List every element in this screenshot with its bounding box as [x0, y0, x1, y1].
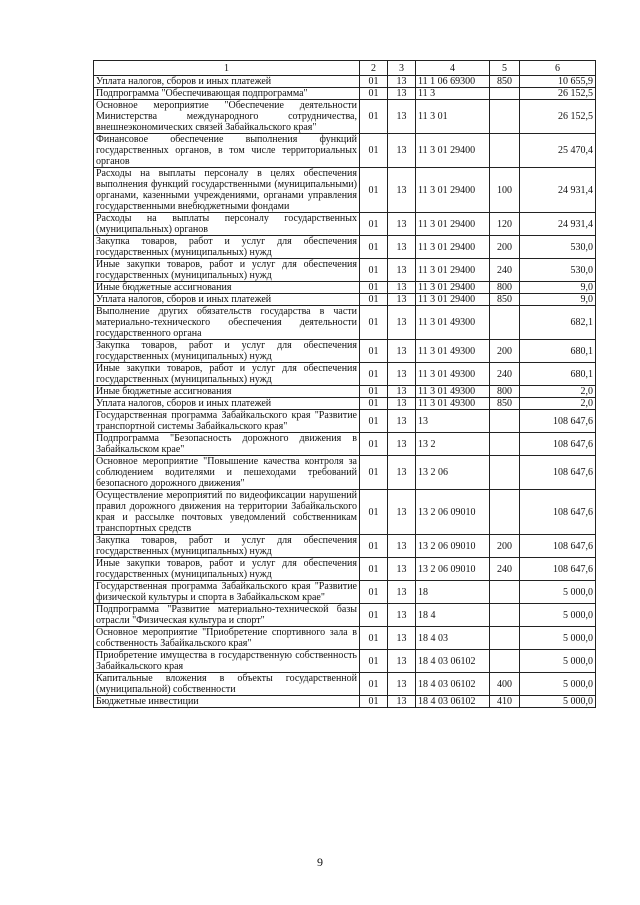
table-row: [94, 650, 596, 673]
row-name-cell: Приобретение имущества в государственную собственность Забайкальского края: [94, 650, 360, 673]
table-row: [94, 696, 596, 708]
section-code-cell: 01: [360, 490, 388, 535]
subsection-code-cell: 13: [388, 490, 416, 535]
section-code-cell: 01: [360, 650, 388, 673]
amount-cell: 2,0: [520, 398, 596, 410]
row-name-cell: Капитальные вложения в объекты государственной (муниципальной) собственности: [94, 673, 360, 696]
row-name-cell: Иные закупки товаров, работ и услуг для обеспечения государственных (муниципальных) нужд: [94, 558, 360, 581]
row-name-cell: Осуществление мероприятий по видеофиксации нарушений правил дорожного движения на территории Забайкальского края и рассылке почтовых уведомлений собственникам транспортных средств: [94, 490, 360, 535]
section-code-cell: 01: [360, 236, 388, 259]
amount-cell: 680,1: [520, 340, 596, 363]
subsection-code-cell: 13: [388, 398, 416, 410]
amount-cell: 108 647,6: [520, 410, 596, 433]
expense-type-cell: 400: [490, 673, 520, 696]
row-name-cell: Закупка товаров, работ и услуг для обеспечения государственных (муниципальных) нужд: [94, 340, 360, 363]
table-row: [94, 398, 596, 410]
table-row: [94, 604, 596, 627]
expense-type-cell: 200: [490, 535, 520, 558]
table-row: [94, 100, 596, 134]
section-code-cell: 01: [360, 673, 388, 696]
amount-cell: 26 152,5: [520, 88, 596, 100]
target-item-code-cell: 13 2 06: [416, 456, 490, 490]
section-code-cell: 01: [360, 386, 388, 398]
target-item-code-cell: 11 3 01 29400: [416, 294, 490, 306]
amount-cell: 24 931,4: [520, 213, 596, 236]
row-name-cell: Подпрограмма "Безопасность дорожного движения в Забайкальском крае": [94, 433, 360, 456]
target-item-code-cell: 11 1 06 69300: [416, 76, 490, 88]
section-code-cell: 01: [360, 456, 388, 490]
amount-cell: 108 647,6: [520, 558, 596, 581]
table-row: [94, 213, 596, 236]
expense-type-cell: 240: [490, 259, 520, 282]
target-item-code-cell: 11 3 01 29400: [416, 168, 490, 213]
subsection-code-cell: 13: [388, 259, 416, 282]
row-name-cell: Иные бюджетные ассигнования: [94, 282, 360, 294]
section-code-cell: 01: [360, 213, 388, 236]
expense-type-cell: [490, 490, 520, 535]
expense-type-cell: 200: [490, 340, 520, 363]
section-code-cell: 01: [360, 259, 388, 282]
subsection-code-cell: 13: [388, 558, 416, 581]
row-name-cell: Иные закупки товаров, работ и услуг для обеспечения государственных (муниципальных) нужд: [94, 259, 360, 282]
target-item-code-cell: 11 3 01 49300: [416, 398, 490, 410]
row-name-cell: Уплата налогов, сборов и иных платежей: [94, 398, 360, 410]
subsection-code-cell: 13: [388, 88, 416, 100]
expense-type-cell: [490, 306, 520, 340]
expense-type-cell: 850: [490, 294, 520, 306]
amount-cell: 25 470,4: [520, 134, 596, 168]
target-item-code-cell: 11 3 01: [416, 100, 490, 134]
section-code-cell: 01: [360, 696, 388, 708]
amount-cell: 10 655,9: [520, 76, 596, 88]
expense-type-cell: [490, 134, 520, 168]
target-item-code-cell: 13: [416, 410, 490, 433]
section-code-cell: 01: [360, 535, 388, 558]
amount-cell: 5 000,0: [520, 673, 596, 696]
subsection-code-cell: 13: [388, 581, 416, 604]
table-row: [94, 627, 596, 650]
target-item-code-cell: 11 3 01 29400: [416, 236, 490, 259]
table-body: [94, 76, 596, 708]
table-row: [94, 134, 596, 168]
subsection-code-cell: 13: [388, 604, 416, 627]
row-name-cell: Основное мероприятие "Приобретение спортивного зала в собственность Забайкальского края": [94, 627, 360, 650]
section-code-cell: 01: [360, 410, 388, 433]
row-name-cell: Основное мероприятие "Повышение качества контроля за соблюдением водителями и пешеходами требований безопасного дорожного движения": [94, 456, 360, 490]
table-row: [94, 306, 596, 340]
expense-type-cell: [490, 88, 520, 100]
table-row: [94, 236, 596, 259]
subsection-code-cell: 13: [388, 363, 416, 386]
subsection-code-cell: 13: [388, 100, 416, 134]
section-code-cell: 01: [360, 134, 388, 168]
subsection-code-cell: 13: [388, 236, 416, 259]
table-row: [94, 581, 596, 604]
expense-type-cell: 800: [490, 282, 520, 294]
subsection-code-cell: 13: [388, 340, 416, 363]
target-item-code-cell: 13 2 06 09010: [416, 490, 490, 535]
expense-type-cell: [490, 100, 520, 134]
subsection-code-cell: 13: [388, 410, 416, 433]
table-row: [94, 535, 596, 558]
expense-type-cell: 850: [490, 76, 520, 88]
amount-cell: 108 647,6: [520, 490, 596, 535]
target-item-code-cell: 18 4 03 06102: [416, 696, 490, 708]
subsection-code-cell: 13: [388, 535, 416, 558]
subsection-code-cell: 13: [388, 650, 416, 673]
expense-type-cell: [490, 627, 520, 650]
target-item-code-cell: 13 2: [416, 433, 490, 456]
target-item-code-cell: 11 3 01 29400: [416, 282, 490, 294]
section-code-cell: 01: [360, 100, 388, 134]
column-header: 3: [388, 61, 416, 76]
expense-type-cell: [490, 456, 520, 490]
amount-cell: 530,0: [520, 259, 596, 282]
amount-cell: 5 000,0: [520, 581, 596, 604]
amount-cell: 2,0: [520, 386, 596, 398]
amount-cell: 9,0: [520, 294, 596, 306]
amount-cell: 530,0: [520, 236, 596, 259]
target-item-code-cell: 18: [416, 581, 490, 604]
column-header: 4: [416, 61, 490, 76]
column-header: 6: [520, 61, 596, 76]
table-row: [94, 386, 596, 398]
expense-type-cell: [490, 433, 520, 456]
target-item-code-cell: 11 3 01 29400: [416, 259, 490, 282]
subsection-code-cell: 13: [388, 696, 416, 708]
section-code-cell: 01: [360, 88, 388, 100]
expense-type-cell: 120: [490, 213, 520, 236]
budget-table: [93, 60, 596, 708]
table-header-row: [94, 61, 596, 76]
section-code-cell: 01: [360, 604, 388, 627]
table-row: [94, 410, 596, 433]
table-row: [94, 558, 596, 581]
row-name-cell: Иные закупки товаров, работ и услуг для обеспечения государственных (муниципальных) нужд: [94, 363, 360, 386]
section-code-cell: 01: [360, 282, 388, 294]
column-header: 5: [490, 61, 520, 76]
target-item-code-cell: 18 4 03 06102: [416, 673, 490, 696]
subsection-code-cell: 13: [388, 433, 416, 456]
subsection-code-cell: 13: [388, 673, 416, 696]
table-row: [94, 294, 596, 306]
row-name-cell: Финансовое обеспечение выполнения функций государственных органов, в том числе территориальных органов: [94, 134, 360, 168]
amount-cell: 5 000,0: [520, 627, 596, 650]
amount-cell: 108 647,6: [520, 535, 596, 558]
row-name-cell: Закупка товаров, работ и услуг для обеспечения государственных (муниципальных) нужд: [94, 535, 360, 558]
amount-cell: 108 647,6: [520, 433, 596, 456]
row-name-cell: Выполнение других обязательств государства в части материально-технического обеспечения деятельности государственного органа: [94, 306, 360, 340]
column-header: 1: [94, 61, 360, 76]
subsection-code-cell: 13: [388, 306, 416, 340]
expense-type-cell: [490, 581, 520, 604]
table-row: [94, 259, 596, 282]
table-row: [94, 340, 596, 363]
amount-cell: 680,1: [520, 363, 596, 386]
row-name-cell: Бюджетные инвестиции: [94, 696, 360, 708]
table-row: [94, 282, 596, 294]
page-number: 9: [317, 855, 323, 869]
section-code-cell: 01: [360, 306, 388, 340]
target-item-code-cell: 11 3 01 49300: [416, 386, 490, 398]
target-item-code-cell: 11 3 01 29400: [416, 213, 490, 236]
row-name-cell: Уплата налогов, сборов и иных платежей: [94, 294, 360, 306]
amount-cell: 9,0: [520, 282, 596, 294]
expense-type-cell: 410: [490, 696, 520, 708]
section-code-cell: 01: [360, 581, 388, 604]
amount-cell: 5 000,0: [520, 650, 596, 673]
target-item-code-cell: 11 3 01 49300: [416, 306, 490, 340]
target-item-code-cell: 13 2 06 09010: [416, 535, 490, 558]
target-item-code-cell: 13 2 06 09010: [416, 558, 490, 581]
table-row: [94, 673, 596, 696]
subsection-code-cell: 13: [388, 456, 416, 490]
table-row: [94, 456, 596, 490]
amount-cell: 5 000,0: [520, 604, 596, 627]
row-name-cell: Иные бюджетные ассигнования: [94, 386, 360, 398]
subsection-code-cell: 13: [388, 627, 416, 650]
subsection-code-cell: 13: [388, 76, 416, 88]
table-row: [94, 168, 596, 213]
subsection-code-cell: 13: [388, 282, 416, 294]
section-code-cell: 01: [360, 627, 388, 650]
expense-type-cell: 100: [490, 168, 520, 213]
table-row: [94, 76, 596, 88]
target-item-code-cell: 11 3: [416, 88, 490, 100]
expense-type-cell: [490, 650, 520, 673]
target-item-code-cell: 11 3 01 29400: [416, 134, 490, 168]
amount-cell: 24 931,4: [520, 168, 596, 213]
subsection-code-cell: 13: [388, 134, 416, 168]
section-code-cell: 01: [360, 398, 388, 410]
row-name-cell: Подпрограмма "Развитие материально-технической базы отрасли "Физическая культура и спорт": [94, 604, 360, 627]
expense-type-cell: [490, 410, 520, 433]
table-row: [94, 88, 596, 100]
row-name-cell: Основное мероприятие "Обеспечение деятельности Министерства международного сотрудничества, внешнеэкономических связей Забайкальского края": [94, 100, 360, 134]
subsection-code-cell: 13: [388, 386, 416, 398]
expense-type-cell: 850: [490, 398, 520, 410]
column-header: 2: [360, 61, 388, 76]
section-code-cell: 01: [360, 168, 388, 213]
target-item-code-cell: 18 4: [416, 604, 490, 627]
subsection-code-cell: 13: [388, 168, 416, 213]
subsection-code-cell: 13: [388, 294, 416, 306]
row-name-cell: Подпрограмма "Обеспечивающая подпрограмма": [94, 88, 360, 100]
section-code-cell: 01: [360, 363, 388, 386]
amount-cell: 26 152,5: [520, 100, 596, 134]
row-name-cell: Расходы на выплаты персоналу в целях обеспечения выполнения функций государственными (муниципальными) органами, казенными учреждениями, органами управления государственными внебюджетными фондами: [94, 168, 360, 213]
table-row: [94, 490, 596, 535]
row-name-cell: Уплата налогов, сборов и иных платежей: [94, 76, 360, 88]
expense-type-cell: [490, 604, 520, 627]
expense-type-cell: 240: [490, 558, 520, 581]
amount-cell: 108 647,6: [520, 456, 596, 490]
row-name-cell: Расходы на выплаты персоналу государственных (муниципальных) органов: [94, 213, 360, 236]
row-name-cell: Государственная программа Забайкальского края "Развитие физической культуры и спорта в Забайкальском крае": [94, 581, 360, 604]
row-name-cell: Закупка товаров, работ и услуг для обеспечения государственных (муниципальных) нужд: [94, 236, 360, 259]
row-name-cell: Государственная программа Забайкальского края "Развитие транспортной системы Забайкальского края": [94, 410, 360, 433]
table-row: [94, 433, 596, 456]
target-item-code-cell: 11 3 01 49300: [416, 363, 490, 386]
section-code-cell: 01: [360, 294, 388, 306]
amount-cell: 682,1: [520, 306, 596, 340]
subsection-code-cell: 13: [388, 213, 416, 236]
expense-type-cell: 240: [490, 363, 520, 386]
table-row: [94, 363, 596, 386]
section-code-cell: 01: [360, 433, 388, 456]
expense-type-cell: 800: [490, 386, 520, 398]
section-code-cell: 01: [360, 76, 388, 88]
target-item-code-cell: 11 3 01 49300: [416, 340, 490, 363]
target-item-code-cell: 18 4 03: [416, 627, 490, 650]
section-code-cell: 01: [360, 558, 388, 581]
expense-type-cell: 200: [490, 236, 520, 259]
target-item-code-cell: 18 4 03 06102: [416, 650, 490, 673]
amount-cell: 5 000,0: [520, 696, 596, 708]
section-code-cell: 01: [360, 340, 388, 363]
